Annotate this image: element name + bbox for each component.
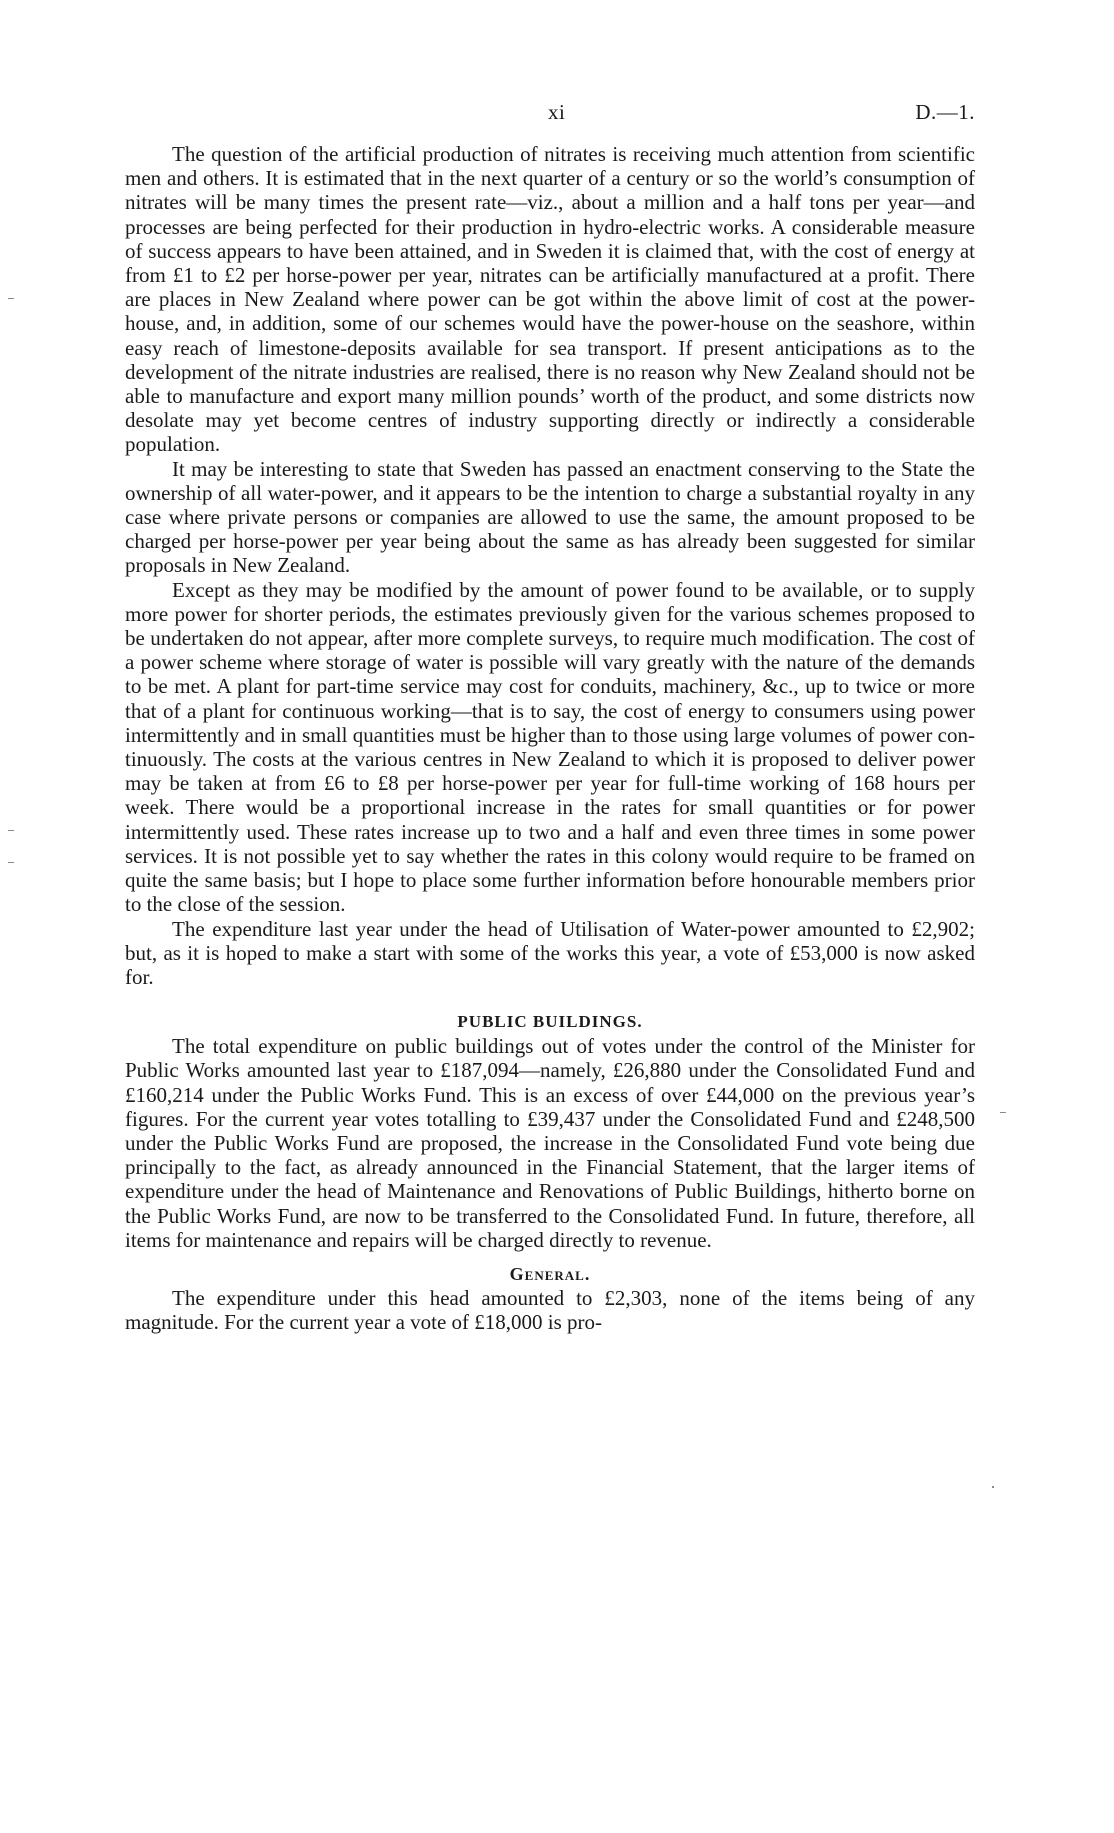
section-heading-public-buildings: PUBLIC BUILDINGS. [457, 1012, 643, 1032]
document-page [125, 100, 975, 1334]
margin-mark [8, 830, 14, 831]
running-head [125, 100, 975, 132]
margin-mark [1000, 1112, 1006, 1113]
paragraph-public-buildings: The total expenditure on public buildings out of votes under the control of the Minister for Public Works amounted last year to £187,094—namely, £26,880 under the Consolidated Fund and £160,214 under the Public Works Fund. This is an excess of over £44,000 on the previous year’s figures. For the current year votes totalling to £39,437 under the Consolidated Fund and £248,500 under the Public Works Fund are proposed, the increase in the Consolidated Fund vote being due principally to the fact, as already announced in the Financial Statement, that the larger items of expenditure under the head of Maintenance and Renovations of Public Buildings, hitherto borne on the Public Works Fund, are now to be transferred to the Consolidated Fund. In future, therefore, all items for maintenance and repairs will be charged directly to revenue. [125, 1034, 975, 1252]
margin-mark [8, 862, 14, 863]
paragraph-power-costs: Except as they may be modified by the amount of power found to be available, or to supply more power for shorter periods, the estimates previously given for the various schemes proposed to be undertaken do not appear, after more complete surveys, to require much modification. The cost of a power scheme where storage of water is possible will vary greatly with the nature of the demands to be met. A plant for part-time service may cost for conduits, machinery, &c., up to twice or more that of a plant for continuous working—that is to say, the cost of energy to consumers using power intermittently and in small quantities must be higher than to those using large volumes of power continuously. The costs at the various centres in New Zealand to which it is proposed to deliver power may be taken at from £6 to £8 per horse-power per year for full-time working of 168 hours per week. There would be a proportional increase in the rates for small quantities or for power intermittently used. These rates increase up to two and a half and even three times in some power services. It is not possible yet to say whether the rates in this colony would require to be framed on quite the same basis; but I hope to place some further information before honourable members prior to the close of the session. [125, 577, 975, 917]
spacer [125, 989, 975, 1010]
paragraph-water-power-expenditure: The expenditure last year under the head of Utilisation of Water-power amounted to £2,902; but, as it is hoped to make a start with some of the works this year, a vote of £53,000 is now asked for. [125, 916, 975, 989]
spacer [125, 1252, 975, 1262]
margin-mark [992, 1486, 994, 1488]
document-reference: D.—1. [915, 100, 975, 124]
spacer [125, 132, 975, 142]
paragraph-nitrates: The question of the artificial production of nitrates is receiving much attention from scientific men and others. It is estimated that in the next quarter of a century or so the world’s consumption of nitrates will be many times the present rate—viz., about a million and a half tons per year—and processes are being perfected for their production in hydro-electric works. A considerable measure of success appears to have been attained, and in Sweden it is claimed that, with the cost of energy at from £1 to £2 per horse-power per year, nitrates can be artificially manufactured at a profit. There are places in New Zealand where power can be got within the above limit of cost at the power-house, and, in addition, some of our schemes would have the power-house on the seashore, within easy reach of limestone-deposits available for sea transport. If present anticipations as to the development of the nitrate industries are realised, there is no reason why New Zealand should not be able to manufacture and export many million pounds’ worth of the product, and some districts now desolate may yet become centres of industry supporting directly or indirectly a considerable population. [125, 142, 975, 457]
paragraph-general: The expenditure under this head amounted to £2,303, none of the items being of any magnitude. For the current year a vote of £18,000 is pro- [125, 1285, 975, 1335]
margin-mark [8, 298, 14, 299]
section-heading-general: General. [509, 1263, 591, 1284]
page-number: xi [548, 100, 566, 124]
paragraph-sweden-water-power: It may be interesting to state that Sweden has passed an enactment conserving to the State the ownership of all water-power, and it appears to be the intention to charge a substantial royalty in any case where private persons or companies are allowed to use the same, the amount proposed to be charged per horse-power per year being about the same as has already been suggested for similar proposals in New Zealand. [125, 456, 975, 578]
